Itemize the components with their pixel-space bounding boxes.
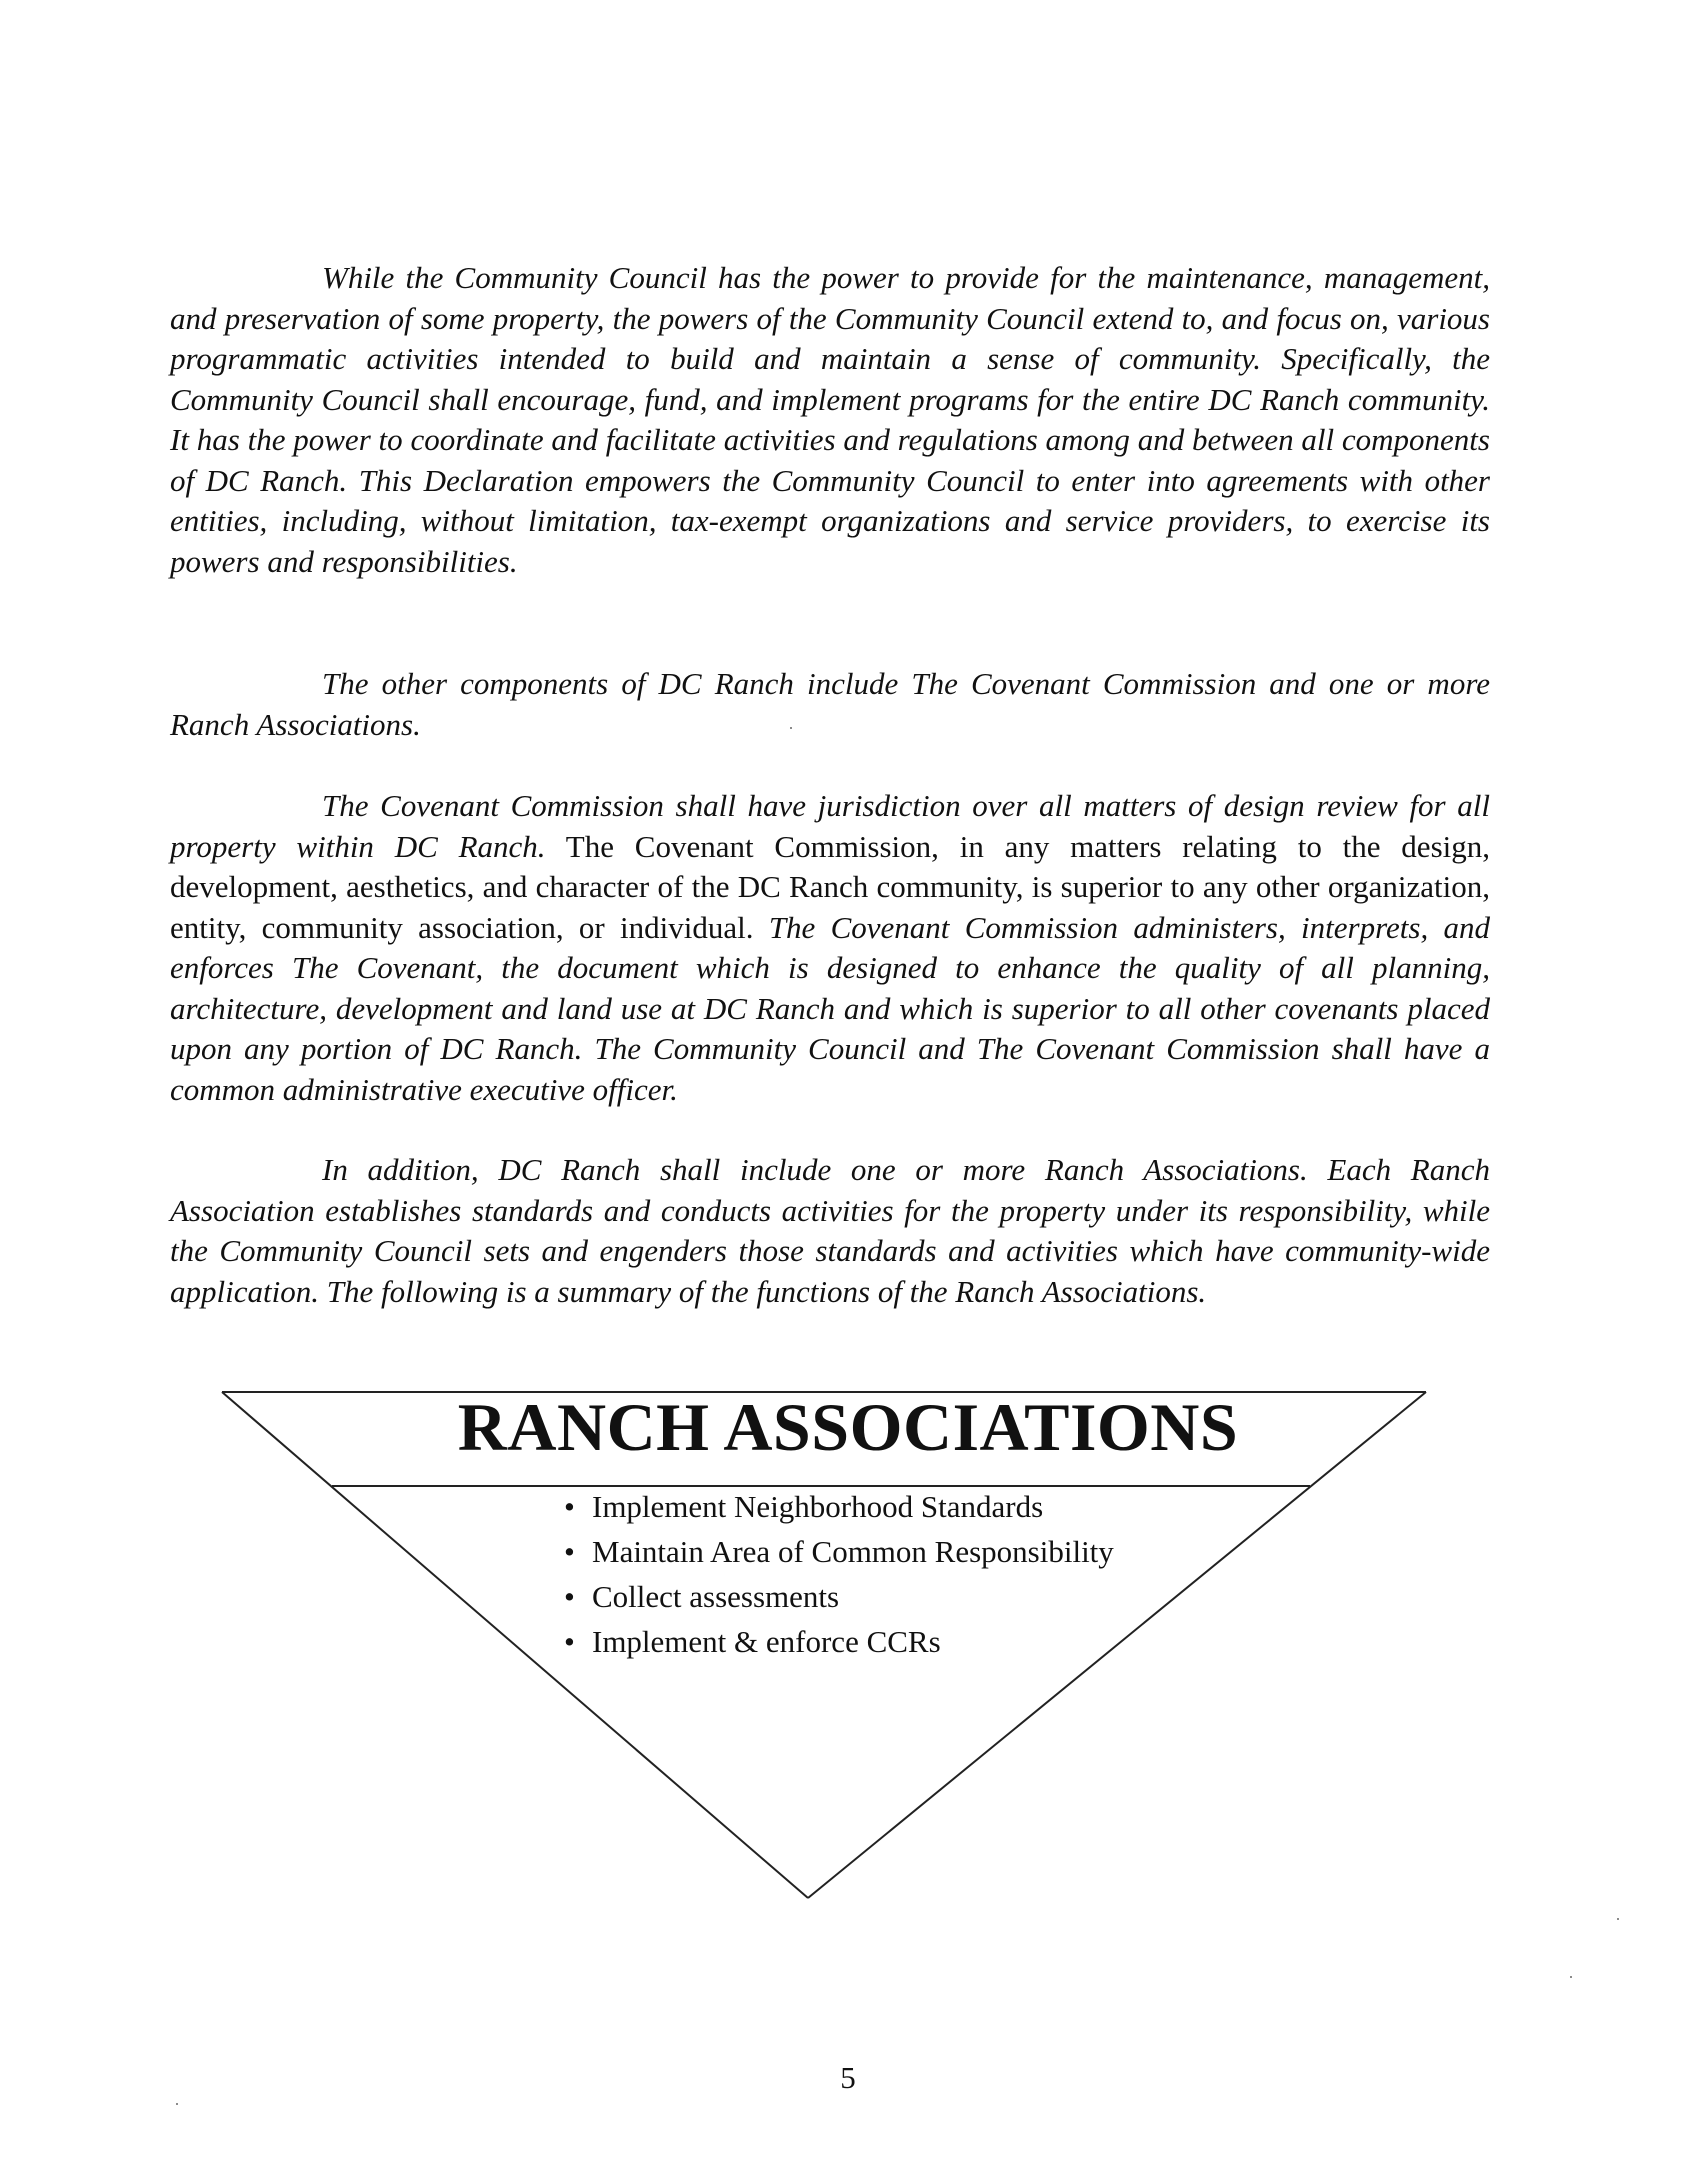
bullet-dot-icon: • <box>564 1624 575 1659</box>
scan-speck <box>790 727 792 729</box>
scan-speck <box>1617 1918 1619 1920</box>
function-label: Implement Neighborhood Standards <box>592 1489 1044 1524</box>
covenant-jurisdiction-text: The Covenant Commission shall have jurisdiction over all matters of design review for all property within DC Ranch. <box>170 788 1490 864</box>
paragraph-other-components: The other components of DC Ranch include The Covenant Commission and one or more Ranch Associations. <box>170 666 1490 742</box>
page-number: 5 <box>840 2060 856 2095</box>
bullet-dot-icon: • <box>564 1489 575 1524</box>
function-label: Implement & enforce CCRs <box>592 1624 941 1659</box>
diagram-title: RANCH ASSOCIATIONS <box>457 1389 1239 1465</box>
function-label: Collect assessments <box>592 1579 840 1614</box>
bullet-dot-icon: • <box>564 1579 575 1614</box>
list-item <box>560 1574 1114 1619</box>
paragraph-community-council: While the Community Council has the power to provide for the maintenance, management, and preservation of some property, the powers of the Community Council extend to, and focus on, various programmatic activities intended to build and maintain a sense of community. Specifically, the Community Council shall encourage, fund, and implement programs for the entire DC Ranch community. It has the power to coordinate and facilitate activities and regulations among and between all components of DC Ranch. This Declaration empowers the Community Council to enter into agreements with other entities, including, without limitation, tax-exempt organizations and service providers, to exercise its powers and responsibilities. <box>170 260 1490 579</box>
scan-speck <box>1570 1976 1572 1978</box>
scan-speck <box>176 2103 178 2105</box>
ranch-associations-functions-list <box>560 1484 1114 1664</box>
list-item <box>560 1619 1114 1664</box>
list-item <box>560 1484 1114 1529</box>
function-label: Maintain Area of Common Responsibility <box>592 1534 1114 1569</box>
list-item <box>560 1529 1114 1574</box>
bullet-dot-icon: • <box>564 1534 575 1569</box>
covenant-superiority-text: The Covenant Commission, in any matters relating to the design, development, aesthetics, and character of the DC Ranch community, is superior to any other organization, entity, community association, or individual. <box>170 828 1490 945</box>
paragraph-ranch-associations: In addition, DC Ranch shall include one or more Ranch Associations. Each Ranch Association establishes standards and conducts activities for the property under its responsibility, while the Community Council sets and engenders those standards and activities which have community-wide application. The following is a summary of the functions of the Ranch Associations. <box>170 1152 1490 1309</box>
covenant-administration-text: The Covenant Commission administers, interprets, and enforces The Covenant, the document which is designed to enhance the quality of all planning, architecture, development and land use at DC Ranch and which is superior to all other covenants placed upon any portion of DC Ranch. The Community Council and The Covenant Commission shall have a common administrative executive officer. <box>170 909 1490 1107</box>
